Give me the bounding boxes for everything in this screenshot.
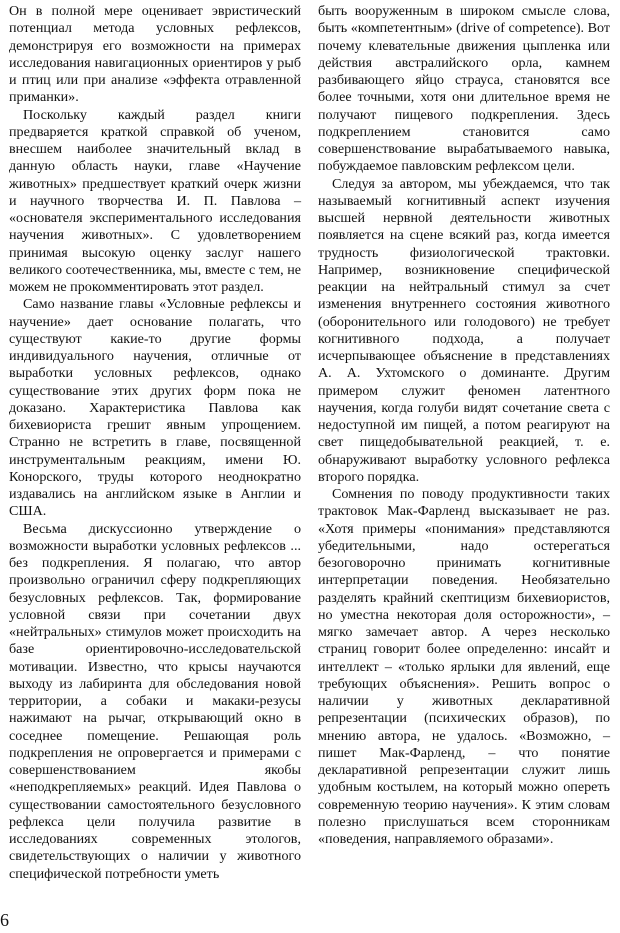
paragraph: Следуя за автором, мы убеждаемся, что так называемый когнитивный аспект изучения высшей нервной деятельности животных появляется на сцене всякий раз, когда имеется трудность физиологической трактовки. Например, возникновение специфической реакции на нейтральный стимул за счет изменения внутреннего состояния животного (оборонительного или голодового) не требует когнитивного подхода, а получает исчерпывающее объяснение в представлениях А. А. Ухтомского о доминанте. Другим примером служит феномен латентного научения, когда голуби видят сочетание света с недоступной им пищей, а потом реагируют на свет пищедобывательной реакцией, т. е. обнаруживают выработку условного рефлекса второго порядка.: [318, 175, 610, 485]
paragraph: Само название главы «Условные рефлексы и научение» дает основание полагать, что существуют какие-то другие формы индивидуального научения, отличные от выработки условных рефлексов, однако существование этих других форм пока не доказано. Характеристика Павлова как бихевиориста грешит явным упрощением. Странно не встретить в главе, посвященной инструментальным реакциям, имени Ю. Конорского, труды которого неоднократно издавались на английском языке в Англии и США.: [9, 296, 301, 520]
paragraph: быть вооруженным в широком смысле слова, быть «компетентным» (drive of competence). Вот почему клевательные движения цыпленка или действия австралийского орла, камнем разбивающего яйцо страуса, становятся все более точными, хотя они длительное время не получают пищевого подкрепления. Здесь подкреплением становится само совершенствование вырабатываемого навыка, побуждаемое павловским рефлексом цели.: [318, 3, 610, 175]
right-column: [318, 3, 610, 848]
paragraph: Он в полной мере оценивает эвристический потенциал метода условных рефлексов, демонстрируя его возможности на примерах исследования навигационных ориентиров у рыб и птиц или при анализе «эффекта отравленной приманки».: [9, 3, 301, 106]
page-number: 6: [0, 910, 9, 930]
paragraph: Сомнения по поводу продуктивности таких трактовок Мак-Фарленд высказывает не раз. «Хотя примеры «понимания» представляются убедительными, надо остерегаться безоговорочно принимать когнитивные интерпретации поведения. Необязательно разделять крайний скептицизм бихевиористов, но уместна некоторая доля осторожности», – мягко замечает автор. А через несколько страниц говорит более определенно: инсайт и интеллект – «только ярлыки для явлений, еще требующих объяснения». Решить вопрос о наличии у животных декларативной репрезентации (психических образов), по мнению автора, не удалось. «Возможно, – пишет Мак-Фарленд, – что понятие декларативной репрезентации служит лишь удобным костылем, на который можно опереть современную теорию научения». К этим словам полезно прислушаться всем сторонникам «поведения, направляемого образами».: [318, 486, 610, 847]
left-column: [9, 3, 301, 883]
paragraph: Поскольку каждый раздел книги предваряется краткой справкой об ученом, внесшем наиболее значительный вклад в данную область науки, главе «Научение животных» предшествует краткий очерк жизни и научного творчества И. П. Павлова – «основателя экспериментального исследования научения животных». С удовлетворением принимая высокую оценку заслуг нашего великого соотечественника, мы, вместе с тем, не можем не прокомментировать этот раздел.: [9, 106, 301, 295]
paragraph: Весьма дискуссионно утверждение о возможности выработки условных рефлексов ... без подкрепления. Я полагаю, что автор произвольно ограничил сферу подкрепляющих безусловных рефлексов. Так, формирование условной связи при сочетании двух «нейтральных» стимулов может происходить на базе ориентировочно-исследовательской мотивации. Известно, что крысы научаются выходу из лабиринта для обследования новой территории, а собаки и макаки-резусы нажимают на рычаг, открывающий окно в соседнее помещение. Решающая роль подкрепления не опровергается и примерами с совершенствованием якобы «неподкрепляемых» реакций. Идея Павлова о существовании самостоятельного безусловного рефлекса цели получила развитие в исследованиях современных этологов, свидетельствующих о наличии у животного специфической потребности уметь: [9, 520, 301, 882]
